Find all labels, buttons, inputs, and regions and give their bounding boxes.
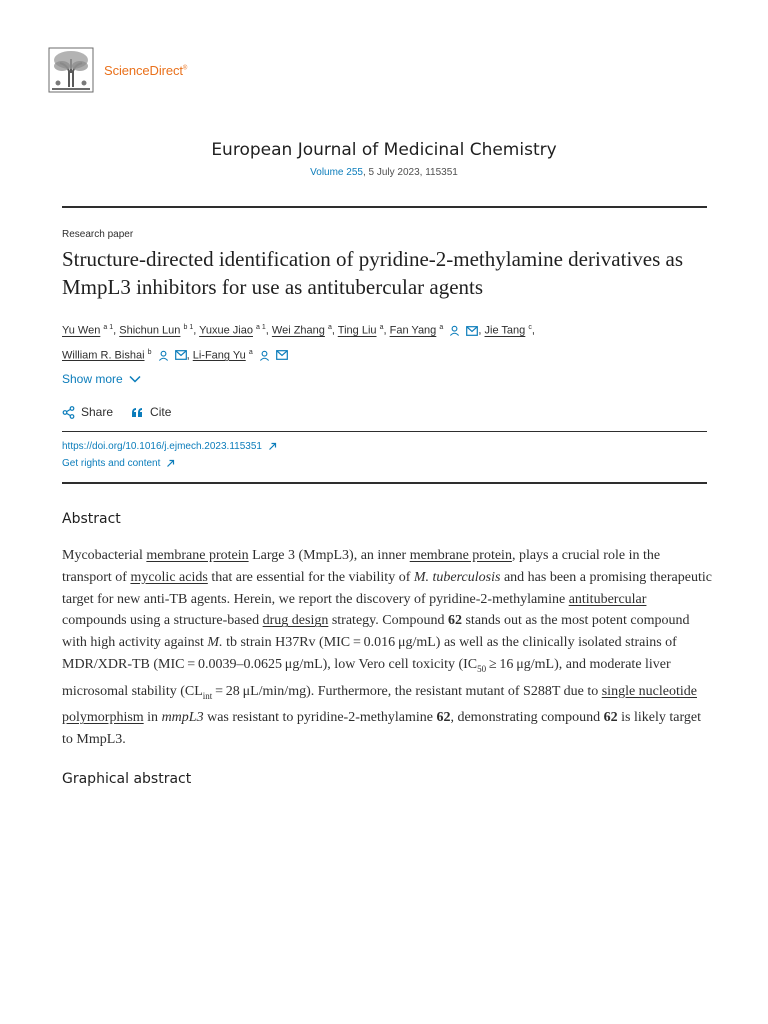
header (48, 46, 187, 94)
chevron-down-icon (129, 375, 141, 383)
author-link[interactable]: Shichun Lun (119, 324, 181, 337)
external-link-icon (268, 442, 277, 451)
journal-title[interactable]: European Journal of Medicinal Chemistry (211, 140, 557, 160)
author-link[interactable]: Yu Wen (62, 324, 101, 337)
author-link[interactable]: Yuxue Jiao (199, 324, 253, 337)
keyword-link[interactable]: drug design (262, 613, 329, 629)
abstract-heading: Abstract (62, 511, 121, 527)
action-bar (62, 405, 189, 419)
author-list: Yu Wen $^{a 1}$, Shichun Lun $^{b 1}$, Yuxue Jiao $^{a 1}$, Wei Zhang $^a$, Ting Liu $^a$, Fan Yang $^a$ , Jie Tang $^c$, William R. Bishai $^b$ , Li-Fang Yu $^a$ (62, 324, 535, 362)
share-icon (62, 406, 75, 419)
article-title: Structure-directed identification of pyridine-2-methylamine derivatives as MmpL3 inhibitors for use as antitubercular agents (62, 247, 684, 299)
person-icon[interactable] (158, 350, 169, 361)
elsevier-tree-logo[interactable] (48, 47, 94, 93)
mail-icon[interactable] (466, 326, 478, 336)
divider (62, 206, 707, 208)
keyword-link[interactable]: mycolic acids (130, 569, 208, 585)
mail-icon[interactable] (276, 350, 288, 360)
keyword-link[interactable]: antitubercular (568, 591, 647, 607)
volume-line: Volume 255, 5 July 2023, 115351 (310, 167, 458, 178)
article-type: Research paper (62, 229, 134, 240)
author-link[interactable]: Li-Fang Yu (192, 349, 246, 362)
author-link[interactable]: Fan Yang (389, 324, 437, 337)
person-icon[interactable] (259, 350, 270, 361)
doi-link[interactable]: https://doi.org/10.1016/j.ejmech.2023.115351 (62, 441, 277, 452)
show-more-button[interactable]: Show more (62, 372, 141, 386)
external-link-icon (166, 459, 175, 468)
keyword-link[interactable]: membrane protein (146, 548, 249, 563)
abstract-text: Mycobacterial membrane protein Large 3 (MmpL3), an inner membrane protein, plays a crucial role in the transport of mycolic acids that are essential for the viability of M. tuberculosis and has been a promising therapeutic target for new anti-TB agents. Herein, we report the discovery of pyridine-2-methylamine antitubercular compounds using a structure-based drug design strategy. Compound 62 stands out as the most potent compound with high activity against M. tb strain H37Rv (MIC = 0.016 μg/mL) as well as the clinically isolated strains of MDR/XDR-TB (MIC = 0.0039–0.0625 μg/mL), low Vero cell toxicity ($IC_{50} \ge 16$ μg/mL), and moderate liver microsomal stability ($CL_{int} = 28$ μL/min/mg). Furthermore, the resistant mutant of S288T due to single nucleotide polymorphism in mmpL3 was resistant to pyridine-2-methylamine 62, demonstrating compound 62 is likely target to MmpL3. (62, 548, 712, 747)
share-button[interactable]: Share (62, 405, 113, 419)
rights-link[interactable]: Get rights and content (62, 458, 175, 469)
author-link[interactable]: Jie Tang (484, 324, 526, 337)
author-link[interactable]: Ting Liu (337, 324, 377, 337)
mail-icon[interactable] (175, 350, 187, 360)
volume-link[interactable]: Volume 255 (310, 167, 363, 178)
divider (62, 431, 707, 432)
keyword-link[interactable]: single nucleotide polymorphism (62, 683, 697, 726)
author-link[interactable]: William R. Bishai (62, 349, 145, 362)
cite-button[interactable]: Cite (131, 405, 171, 419)
quote-icon (131, 407, 144, 418)
graphical-abstract-heading: Graphical abstract (62, 771, 192, 787)
sciencedirect-logo[interactable]: ScienceDirect® (104, 62, 188, 78)
keyword-link[interactable]: membrane protein (409, 548, 512, 563)
person-icon[interactable] (449, 325, 460, 336)
divider (62, 482, 707, 484)
author-link[interactable]: Wei Zhang (271, 324, 325, 337)
